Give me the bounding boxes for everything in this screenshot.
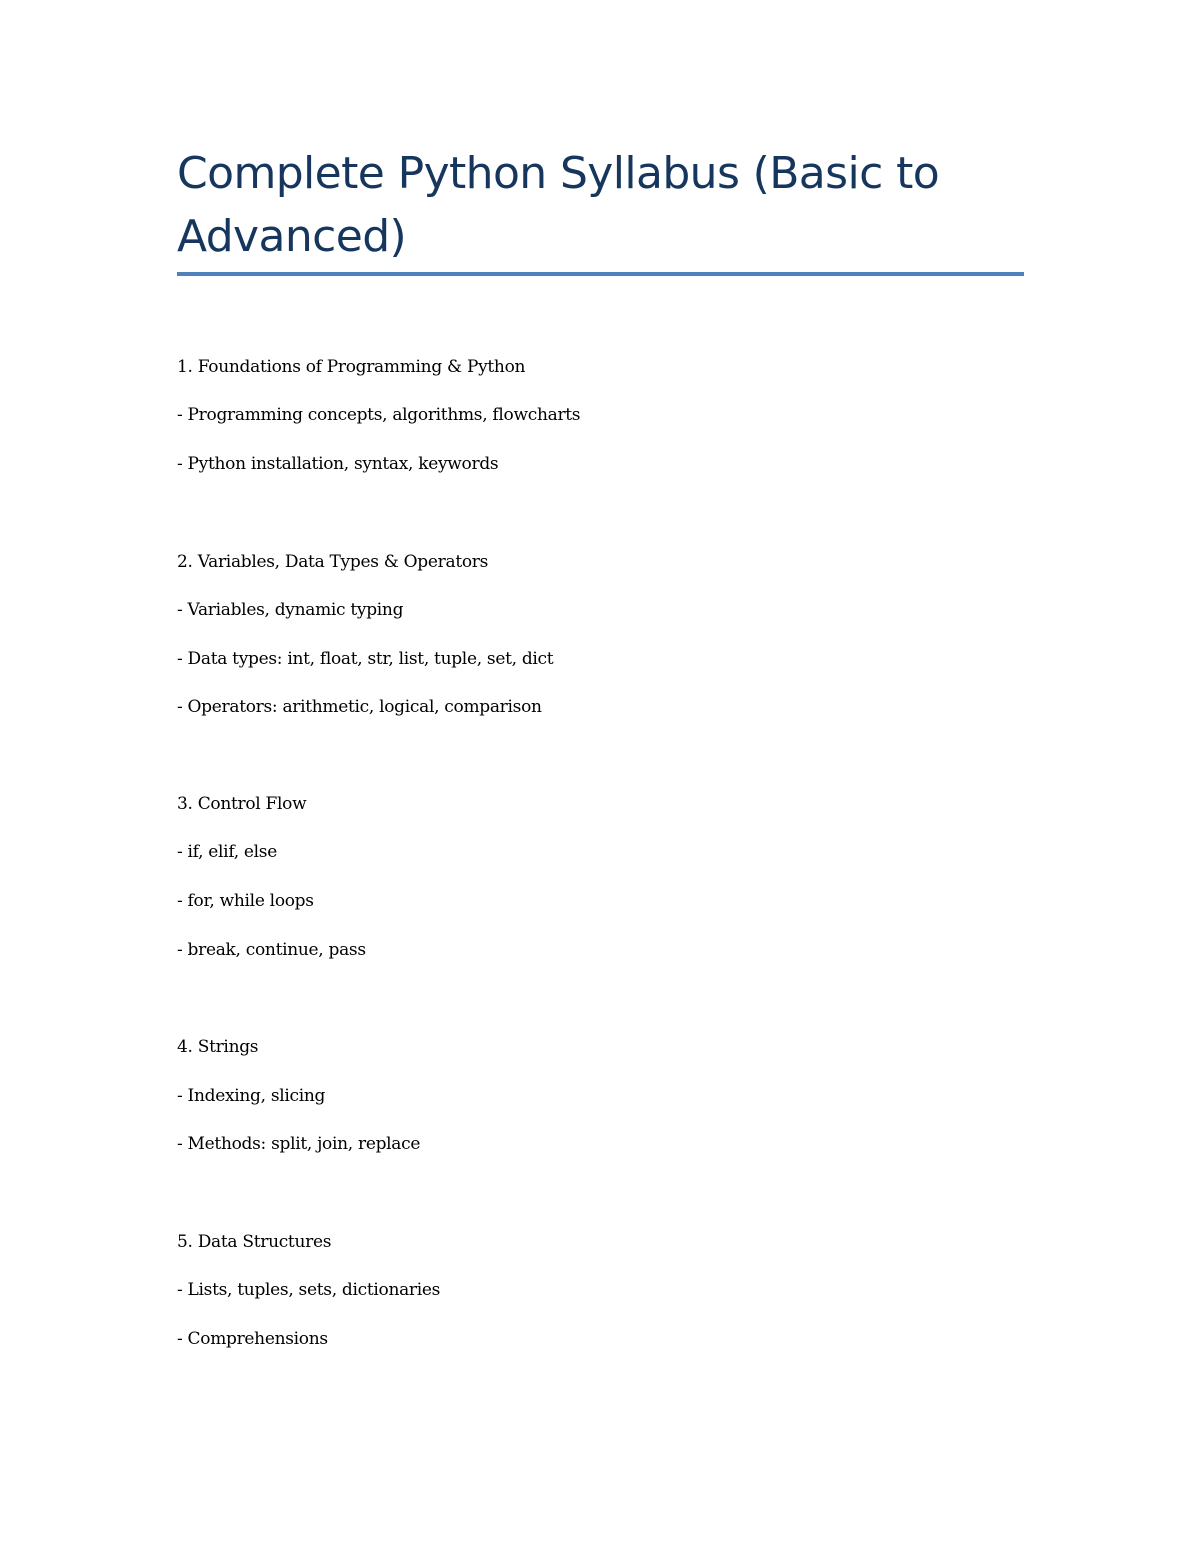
title-underline-rule <box>177 272 1024 276</box>
section-item: - Comprehensions <box>177 1329 328 1349</box>
section-item: - if, elif, else <box>177 842 277 862</box>
section-item: - Lists, tuples, sets, dictionaries <box>177 1280 441 1300</box>
section-item: - Python installation, syntax, keywords <box>177 454 499 474</box>
section-item: - Operators: arithmetic, logical, comparison <box>177 697 542 717</box>
section-item: - Programming concepts, algorithms, flowcharts <box>177 405 581 425</box>
section-heading-data-structures: 5. Data Structures <box>177 1232 332 1252</box>
section-item: - for, while loops <box>177 891 314 911</box>
document-title: Complete Python Syllabus (Basic to Advanced) <box>177 148 940 262</box>
section-heading-foundations: 1. Foundations of Programming & Python <box>177 357 526 377</box>
section-heading-control-flow: 3. Control Flow <box>177 794 307 814</box>
section-item: - Indexing, slicing <box>177 1086 326 1106</box>
section-item: - Methods: split, join, replace <box>177 1134 421 1154</box>
section-item: - Variables, dynamic typing <box>177 600 404 620</box>
section-item: - break, continue, pass <box>177 940 366 960</box>
section-item: - Data types: int, float, str, list, tuple, set, dict <box>177 649 554 669</box>
section-heading-strings: 4. Strings <box>177 1037 259 1057</box>
section-heading-variables: 2. Variables, Data Types & Operators <box>177 552 489 572</box>
